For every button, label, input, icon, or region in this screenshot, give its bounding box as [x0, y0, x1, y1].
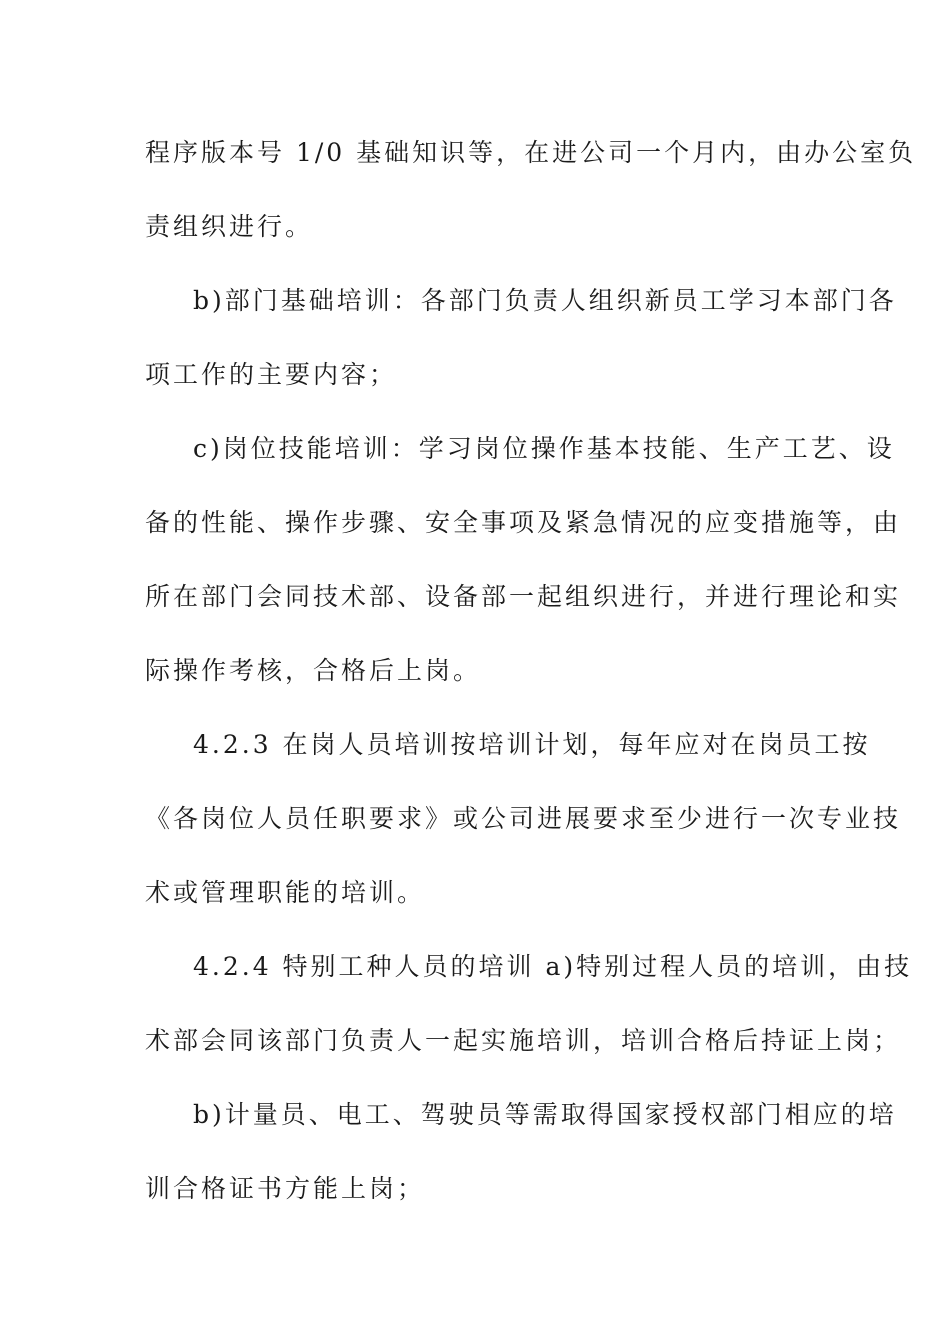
text-line-12: 4.2.4 特别工种人员的培训 a)特别过程人员的培训，由技 [193, 952, 913, 981]
text-line-2: 责组织进行。 [145, 212, 314, 241]
text-line-13: 术部会同该部门负责人一起实施培训，培训合格后持证上岗； [145, 1026, 902, 1055]
text-line-9: 4.2.3 在岗人员培训按培训计划，每年应对在岗员工按 [193, 730, 871, 759]
text-line-8: 际操作考核，合格后上岗。 [145, 656, 482, 685]
text-line-15: 训合格证书方能上岗； [145, 1174, 426, 1203]
text-line-14: b)计量员、电工、驾驶员等需取得国家授权部门相应的培 [193, 1100, 897, 1129]
text-line-7: 所在部门会同技术部、设备部一起组织进行，并进行理论和实 [145, 582, 902, 611]
text-line-10: 《各岗位人员任职要求》或公司进展要求至少进行一次专业技 [145, 804, 902, 833]
text-line-1: 程序版本号 1/0 基础知识等，在进公司一个月内，由办公室负 [145, 138, 917, 167]
text-line-3: b)部门基础培训：各部门负责人组织新员工学习本部门各 [193, 286, 897, 315]
text-line-4: 项工作的主要内容； [145, 360, 398, 389]
text-line-6: 备的性能、操作步骤、安全事项及紧急情况的应变措施等，由 [145, 508, 902, 537]
text-line-11: 术或管理职能的培训。 [145, 878, 426, 907]
text-line-5: c)岗位技能培训：学习岗位操作基本技能、生产工艺、设 [193, 434, 895, 463]
